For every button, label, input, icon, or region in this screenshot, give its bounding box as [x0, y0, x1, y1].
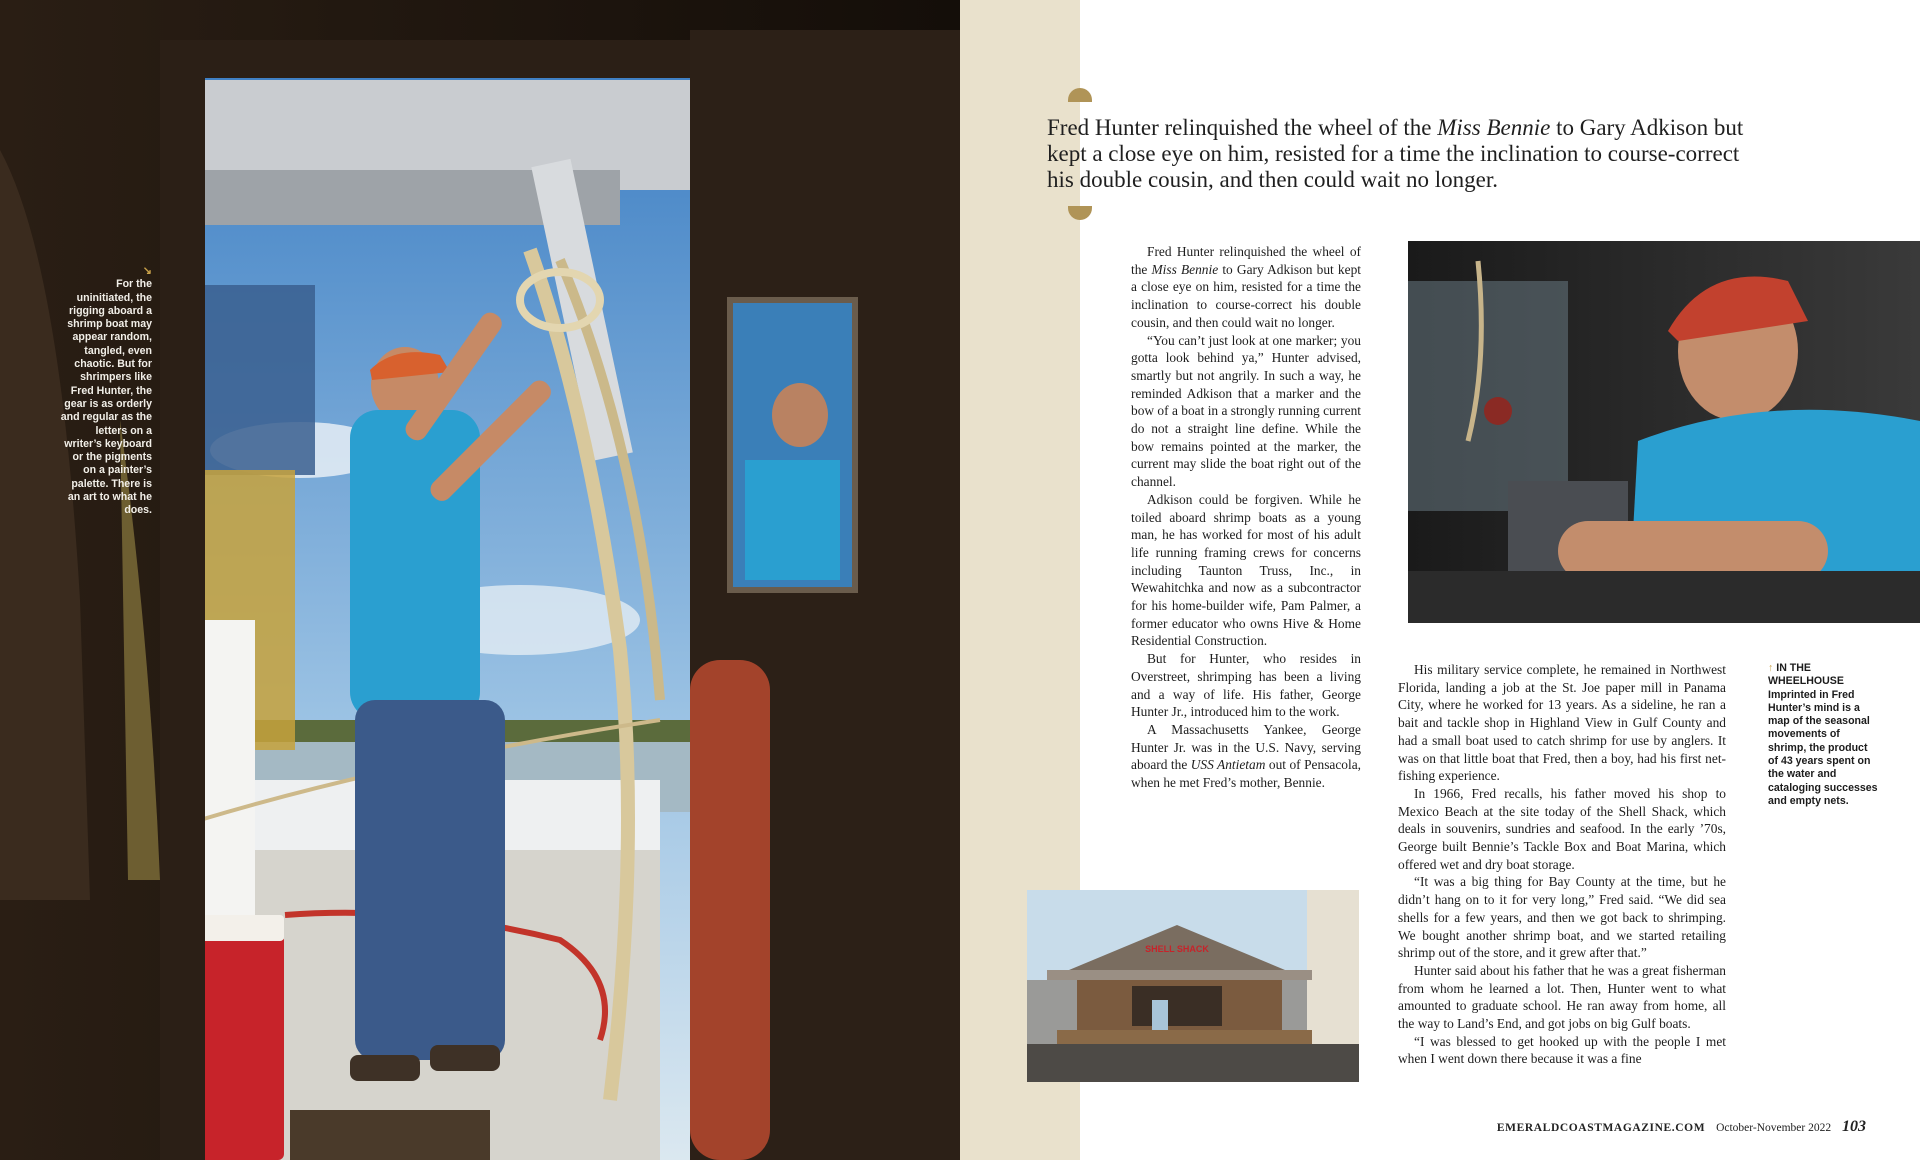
article-paragraph: But for Hunter, who resides in Overstreet, shrimping has been a living and a way of life. His father, George Hunter Jr., introduced him to the work.: [1131, 651, 1361, 720]
article-column-1: [1131, 243, 1361, 792]
article-paragraph: “I was blessed to get hooked up with the people I met when I went down there because it was a fine: [1398, 1033, 1726, 1067]
photo-caption-right: [1768, 662, 1880, 808]
article-paragraph: In 1966, Fred recalls, his father moved his shop to Mexico Beach at the site today of the Shell Shack, which deals in souvenirs, sundries and seafood. In the early ’70s, George built Bennie’s Tackle Box and Boat Marina, which offered wet and dry boat storage.: [1398, 785, 1726, 872]
photo-shell-shack-illustration: [1027, 890, 1359, 1082]
photo-wheelhouse-illustration: [1408, 241, 1920, 623]
photo-shell-shack: [1027, 890, 1359, 1082]
caption-left-text: For the uninitiated, the rigging aboard a shrimp boat may appear random, tangled, even chaotic. But for shrimpers like Fred Hunter, the gear is as orderly and regular as the letters on a writer’s keyboard or the pigments on a painter’s palette. There is an art to what he does.: [60, 278, 152, 517]
article-paragraph: His military service complete, he remained in Northwest Florida, landing a job at the St. Joe paper mill in Panama City, where he worked for 13 years. As a sideline, he ran a bait and tackle shop in Highland View in Gulf County and had a small boat used to catch shrimp for use by anglers. It was on that little boat that Fred, then a boy, had his first net-fishing experience.: [1398, 662, 1726, 784]
article-paragraph: Adkison could be forgiven. While he toiled aboard shrimp boats as a young man, he has worked for most of his adult life running framing crews for concerns including Taunton Truss, Inc., in Wewahitchka and now as a subcontractor for his home-builder wife, Pam Palmer, a former educator who owns Hive & Home Residential Construction.: [1131, 491, 1361, 649]
article-paragraph: Fred Hunter relinquished the wheel of the Miss Bennie to Gary Adkison but kept a close eye on him, resisted for a time the inclination to course-correct his double cousin, and then could wait no longer.: [1131, 244, 1361, 330]
article-paragraph: “It was a big thing for Bay County at the time, but he didn’t hang on to it for very long,” Fred said. “We did sea shells for a few years, and then we got back to shrimping. We bought another shrimp boat, and we started retailing shrimp out of the store, and it grew after that.”: [1398, 874, 1726, 961]
pull-quote-text-start: Fred Hunter relinquished the wheel of the: [1047, 115, 1438, 140]
photo-wheelhouse-portrait: [1408, 241, 1920, 623]
page-footer: [1497, 1118, 1866, 1136]
photo-caption-left: [60, 265, 152, 518]
pull-quote: [1047, 115, 1767, 193]
footer-page-number: 103: [1842, 1118, 1866, 1135]
pull-quote-text-end: to Gary Adkison but kept a close eye on him, resisted for a time the inclination to course-correct his double cousin, and then could wait no longer.: [1047, 115, 1744, 192]
footer-website: EMERALDCOASTMAGAZINE.COM: [1496, 1122, 1706, 1134]
article-paragraph: “You can’t just look at one marker; you gotta look behind ya,” Hunter advised, smartly but not angrily. In such a way, he reminded Adkison that a marker and the bow of a boat in a strongly running current do not a straight line define. While the bow remains pointed at the marker, the current may slide the boat right out of the channel.: [1131, 332, 1361, 490]
caption-right-heading: IN THE WHEELHOUSE: [1768, 662, 1844, 688]
footer-issue-date: October-November 2022: [1716, 1122, 1832, 1134]
article-column-2: [1398, 661, 1726, 1068]
caption-right-text: Imprinted in Fred Hunter’s mind is a map of the seasonal movements of shrimp, the product of 43 years spent on the water and cataloging successes and empty nets.: [1768, 688, 1878, 807]
pull-quote-boat-name: Miss Bennie: [1437, 115, 1551, 140]
article-paragraph: Hunter said about his father that he was a great fisherman from whom he learned a lot. Then, Hunter went to what amounted to graduate school. He ran away from home, all the way to Land’s End, and got jobs on big Gulf boats.: [1398, 962, 1726, 1032]
pull-quote-bracket-top: [1068, 88, 1092, 102]
shack-sign-text: SHELL SHACK: [1145, 944, 1209, 954]
caption-arrow-up-icon: ↑: [1768, 662, 1774, 674]
article-paragraph: A Massachusetts Yankee, George Hunter Jr. was in the U.S. Navy, serving aboard the USS Antietam out of Pensacola, when he met Fred’s mother, Bennie.: [1131, 721, 1361, 791]
caption-arrow-icon: ↘: [142, 265, 152, 277]
